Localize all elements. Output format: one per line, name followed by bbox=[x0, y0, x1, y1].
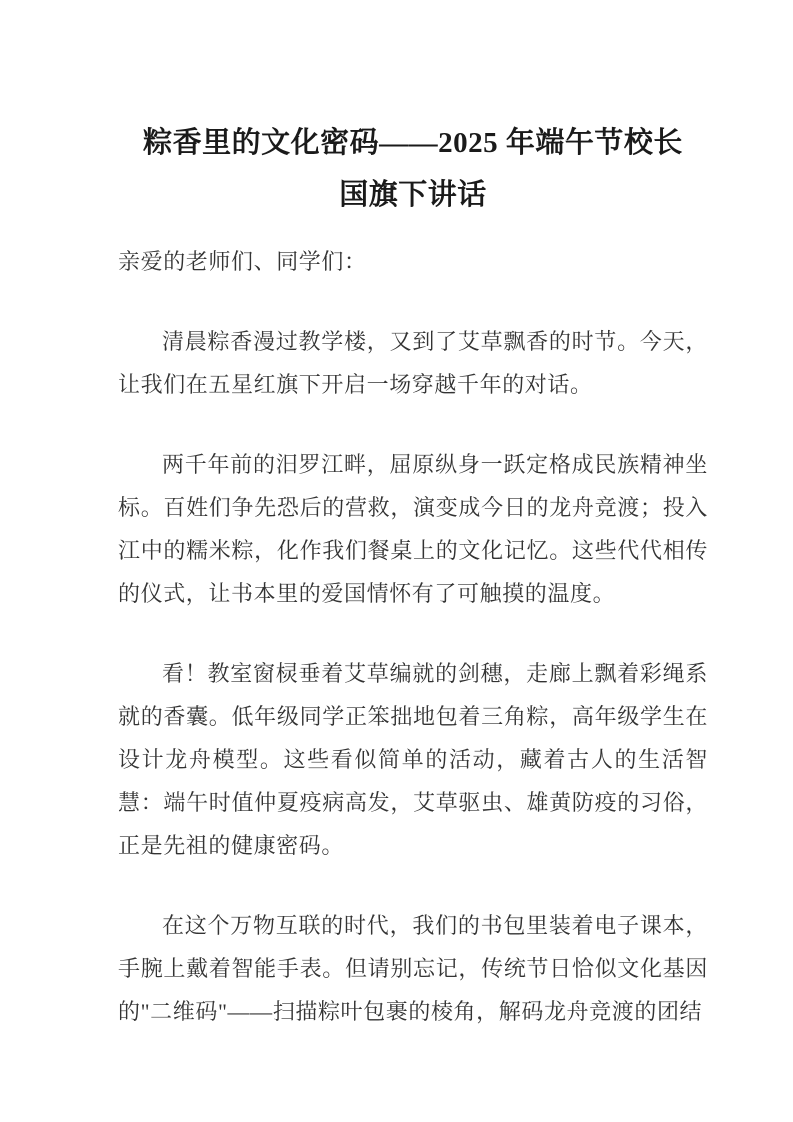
greeting-line: 亲爱的老师们、同学们： bbox=[118, 249, 367, 274]
document-title-line-1: 粽香里的文化密码——2025 年端午节校长 bbox=[143, 127, 683, 159]
paragraph-campus-activities: 看！教室窗棂垂着艾草编就的剑穗，走廊上飘着彩绳系就的香囊。低年级同学正笨拙地包着三角粽，高年级学生在设计龙舟模型。这些看似简单的活动，藏着古人的生活智慧：端午时值仲夏疫病高发，艾草驱虫、雄黄防疫的习俗，正是先祖的健康密码。 bbox=[118, 661, 708, 858]
paragraph-modern-times: 在这个万物互联的时代，我们的书包里装着电子课本，手腕上戴着智能手表。但请别忘记，传统节日恰似文化基因的"二维码"——扫描粽叶包裹的棱角，解码龙舟竞渡的团结 bbox=[118, 913, 708, 1024]
document-content bbox=[118, 117, 708, 1033]
paragraph-opening: 清晨粽香漫过教学楼，又到了艾草飘香的时节。今天，让我们在五星红旗下开启一场穿越千年的对话。 bbox=[118, 329, 708, 397]
document-title bbox=[118, 117, 708, 221]
document-title-line-2: 国旗下讲话 bbox=[339, 179, 487, 211]
paragraph-history: 两千年前的汨罗江畔，屈原纵身一跃定格成民族精神坐标。百姓们争先恐后的营救，演变成今日的龙舟竞渡；投入江中的糯米粽，化作我们餐桌上的文化记忆。这些代代相传的仪式，让书本里的爱国情怀有了可触摸的温度。 bbox=[118, 452, 708, 606]
